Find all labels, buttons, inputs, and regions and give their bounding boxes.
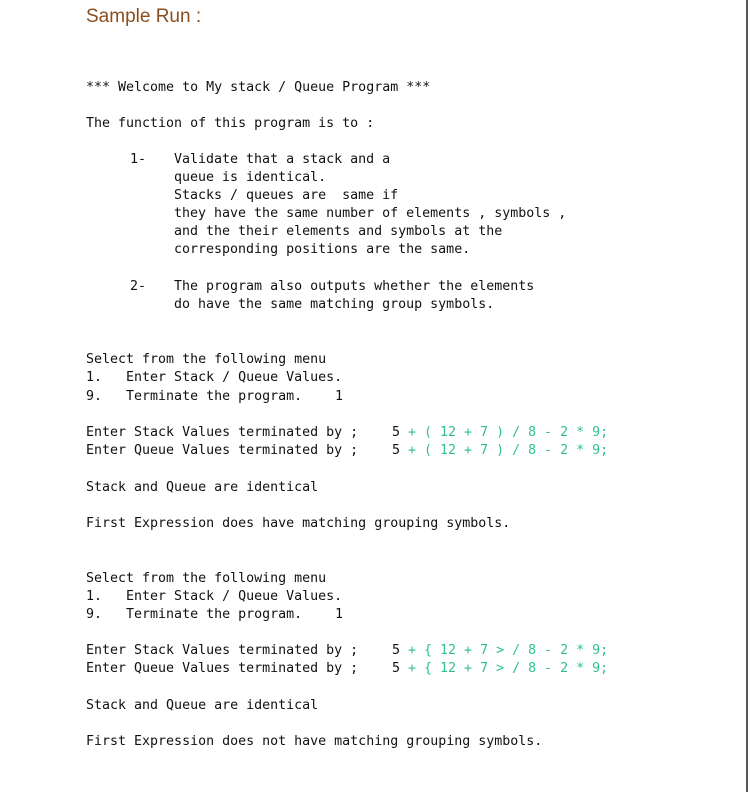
- menu-line: 9. Terminate the program.: [86, 389, 303, 404]
- page-border: [746, 0, 748, 792]
- queue-prompt: Enter Queue Values terminated by ;: [86, 661, 359, 676]
- menu-line: Select from the following menu: [86, 571, 327, 586]
- item-line: The program also outputs whether the elements: [174, 279, 535, 294]
- queue-input-rest: + ( 12 + 7 ) / 8 - 2 * 9;: [400, 443, 609, 458]
- stack-prompt: Enter Stack Values terminated by ;: [86, 425, 359, 440]
- item-line: and the their elements and symbols at the: [174, 224, 503, 239]
- stack-input-first: 5: [392, 643, 401, 658]
- welcome-line: *** Welcome to My stack / Queue Program ***: [86, 80, 431, 95]
- item-line: Stacks / queues are same if: [174, 188, 399, 203]
- menu-line: 1. Enter Stack / Queue Values.: [86, 370, 343, 385]
- queue-prompt: Enter Queue Values terminated by ;: [86, 443, 359, 458]
- queue-input: [392, 442, 608, 460]
- item-number: 1-: [130, 152, 147, 167]
- item-number: 2-: [130, 279, 147, 294]
- item-line: queue is identical.: [174, 170, 327, 185]
- grouping-line: First Expression does not have matching grouping symbols.: [86, 734, 543, 749]
- menu-line: Select from the following menu: [86, 352, 327, 367]
- menu-line: 1. Enter Stack / Queue Values.: [86, 589, 343, 604]
- stack-input: [392, 642, 608, 660]
- queue-input: [392, 660, 608, 678]
- queue-input-rest: + { 12 + 7 > / 8 - 2 * 9;: [400, 661, 609, 676]
- item-line: Validate that a stack and a: [174, 152, 391, 167]
- stack-prompt: Enter Stack Values terminated by ;: [86, 643, 359, 658]
- item-line: do have the same matching group symbols.: [174, 297, 495, 312]
- menu-line: 9. Terminate the program.: [86, 607, 303, 622]
- item-line: corresponding positions are the same.: [174, 242, 471, 257]
- menu-choice: 1: [335, 607, 344, 622]
- result-line: Stack and Queue are identical: [86, 480, 319, 495]
- stack-input-rest: + { 12 + 7 > / 8 - 2 * 9;: [400, 643, 609, 658]
- queue-input-first: 5: [392, 443, 401, 458]
- stack-input-first: 5: [392, 425, 401, 440]
- stack-input: [392, 424, 608, 442]
- section-title: Sample Run :: [86, 6, 202, 27]
- menu-choice: 1: [335, 389, 344, 404]
- queue-input-first: 5: [392, 661, 401, 676]
- stack-input-rest: + ( 12 + 7 ) / 8 - 2 * 9;: [400, 425, 609, 440]
- intro-line: The function of this program is to :: [86, 116, 375, 131]
- item-line: they have the same number of elements , symbols ,: [174, 206, 567, 221]
- result-line: Stack and Queue are identical: [86, 698, 319, 713]
- grouping-line: First Expression does have matching grouping symbols.: [86, 516, 511, 531]
